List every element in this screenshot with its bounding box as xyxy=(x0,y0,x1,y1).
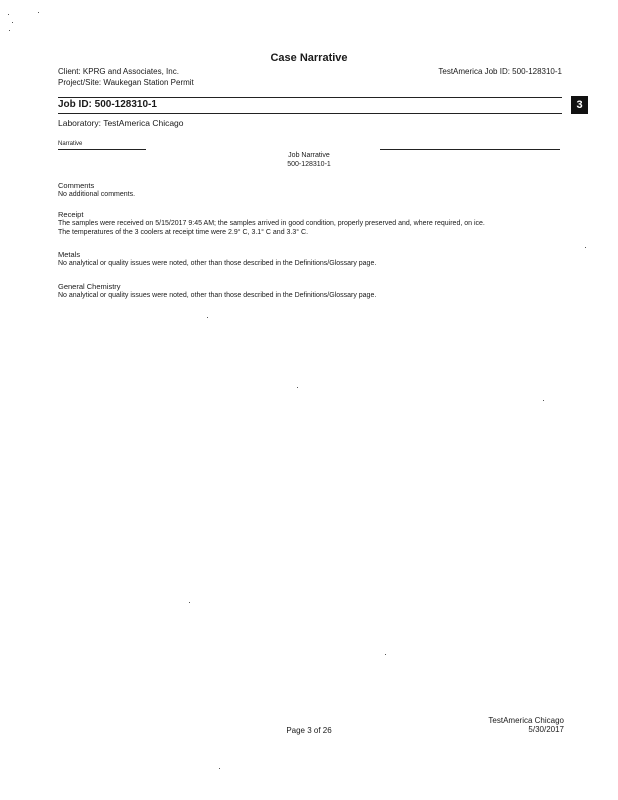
narrative-label: Narrative xyxy=(58,141,83,147)
job-reference: TestAmerica Job ID: 500-128310-1 xyxy=(438,67,562,76)
footer-lab-date xyxy=(488,716,564,734)
page-number: Page 3 of 26 xyxy=(286,726,332,735)
section-line: No analytical or quality issues were noted, other than those described in the Definitions/Glossary page. xyxy=(58,292,377,299)
scan-speck xyxy=(9,30,10,31)
section-receipt xyxy=(58,210,578,237)
footer-lab: TestAmerica Chicago xyxy=(488,716,564,725)
section-comments xyxy=(58,181,578,199)
laboratory-line: Laboratory: TestAmerica Chicago xyxy=(58,118,184,128)
section-heading: Metals xyxy=(58,250,81,259)
scan-speck xyxy=(8,14,9,15)
scan-speck xyxy=(207,317,208,318)
section-line: No analytical or quality issues were noted, other than those described in the Definitions/Glossary page. xyxy=(58,260,377,267)
scan-speck xyxy=(585,247,586,248)
narrative-rule-left xyxy=(58,149,146,150)
job-id-rule xyxy=(58,113,562,114)
section-metals xyxy=(58,250,578,268)
section-heading: Comments xyxy=(58,181,95,190)
footer-date: 5/30/2017 xyxy=(528,725,564,734)
scan-speck xyxy=(38,12,39,13)
scan-speck xyxy=(543,400,544,401)
header-rule xyxy=(58,97,562,98)
narrative-number: 500-128310-1 xyxy=(287,161,331,168)
section-general-chemistry xyxy=(58,282,578,300)
section-heading: Receipt xyxy=(58,210,84,219)
section-tab: 3 xyxy=(571,96,588,114)
scan-speck xyxy=(297,387,298,388)
section-line: The temperatures of the 3 coolers at receipt time were 2.9° C, 3.1° C and 3.3° C. xyxy=(58,229,309,236)
scan-speck xyxy=(219,768,220,769)
page-title: Case Narrative xyxy=(270,52,348,64)
section-heading: General Chemistry xyxy=(58,282,121,291)
client-line: Client: KPRG and Associates, Inc. xyxy=(58,67,179,76)
job-id-heading: Job ID: 500-128310-1 xyxy=(58,99,157,110)
narrative-heading: Job Narrative xyxy=(288,152,330,159)
scan-speck xyxy=(385,654,386,655)
narrative-rule-right xyxy=(380,149,560,150)
scan-speck xyxy=(189,602,190,603)
section-line: No additional comments. xyxy=(58,191,136,198)
project-line: Project/Site: Waukegan Station Permit xyxy=(58,78,194,87)
section-line: The samples were received on 5/15/2017 9:45 AM; the samples arrived in good condition, properly preserved and, where required, on ice. xyxy=(58,220,485,227)
scan-speck xyxy=(12,22,13,23)
